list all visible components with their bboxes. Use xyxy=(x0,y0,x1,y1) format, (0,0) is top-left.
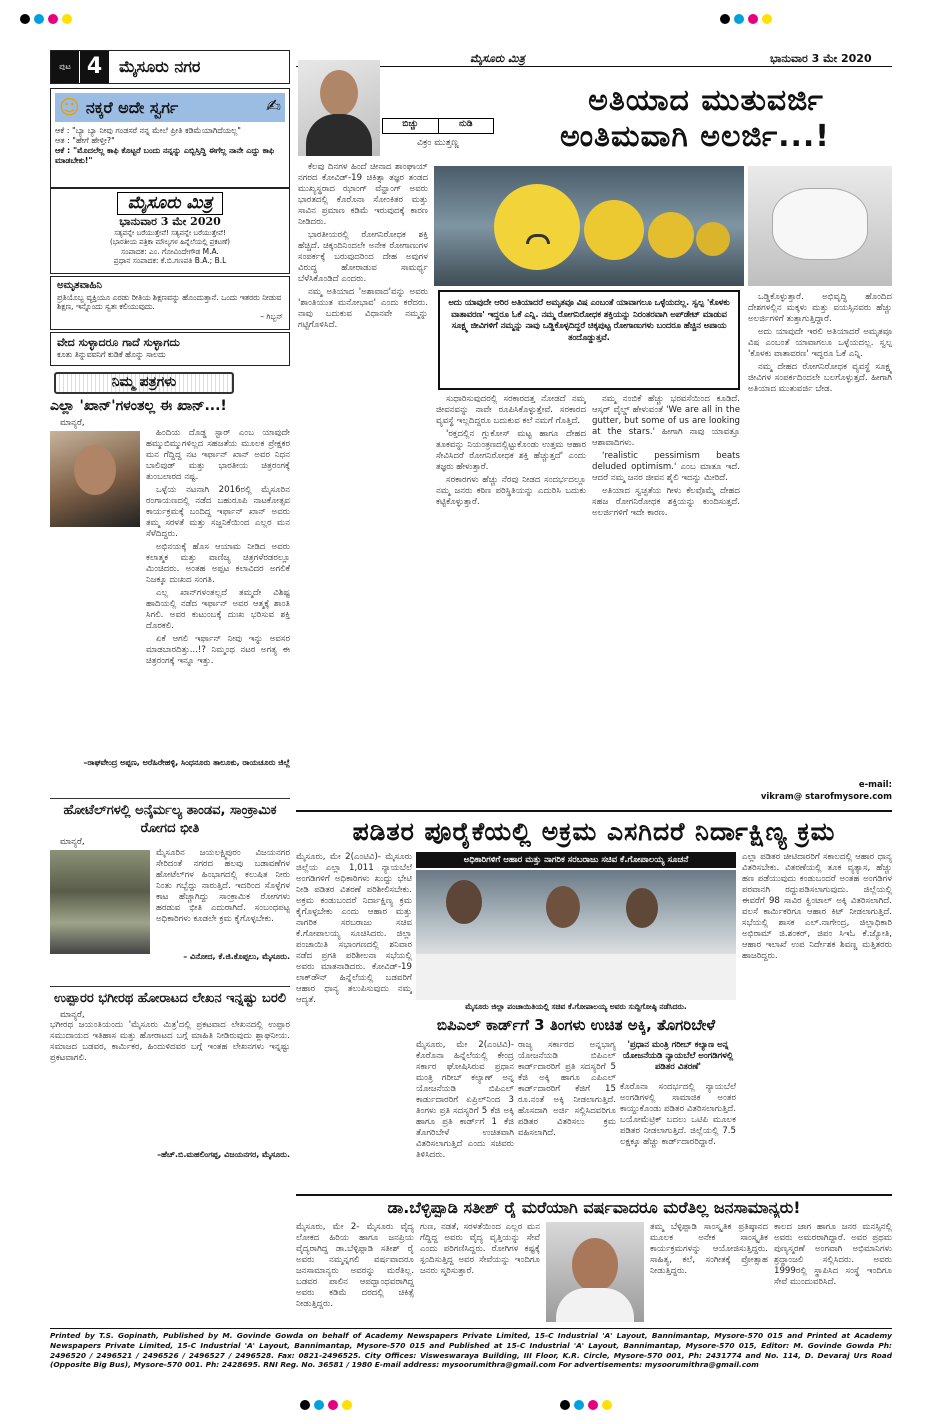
emoji-photo xyxy=(434,166,744,286)
letter-irfan xyxy=(50,398,290,794)
veda-text: ಕೂತು ತಿನ್ನುವವನಿಗೆ ಕುಡಿಕೆ ಹೊನ್ನು ಸಾಲದು xyxy=(57,349,166,359)
humor-box xyxy=(50,88,290,188)
ration-meeting-photo xyxy=(416,870,736,1000)
amrutha-text: ಪ್ರತಿಯೊಬ್ಬ ವ್ಯಕ್ತಿಯೂ ಎರಡು ರೀತಿಯ ಶಿಕ್ಷಣವನ್ನು ಹೊಂದುತ್ತಾನೆ. ಒಂದು ಇತರರು ನೀಡುವ ಶಿಕ್ಷಣ, ಇನ್ನೊಂದು ಸ್ವತಃ ಕಲಿಯುವುದು. xyxy=(57,292,282,312)
bpl-box-title: 'ಪ್ರಧಾನ ಮಂತ್ರಿ ಗರೀಬ್ ಕಲ್ಯಾಣ ಅನ್ನ ಯೋಜನೆಯಡಿ ನ್ಯಾಯಬೆಲೆ ಅಂಗಡಿಗಳಲ್ಲಿ ಪಡಿತರ ವಿತರಣೆ' xyxy=(622,1040,734,1073)
bellippadi-photo xyxy=(546,1222,644,1322)
letters-header xyxy=(54,372,234,394)
letter2-sign: – ವಿನೋದ, ಕೆ.ಜಿ.ಕೊಪ್ಪಲು, ಮೈಸೂರು. xyxy=(183,951,290,961)
bellippadi-col4: ಕಾಲದ ಜಾಗ ಹಾಗೂ ಜನರ ಮನಸ್ಸಿನಲ್ಲಿ ಅವರು ಅಮರರಾಗಿದ್ದಾರೆ. ಅವರ ಪ್ರಥಮ ಪುಣ್ಯಸ್ಮರಣೆ ಅಂಗವಾಗಿ ಅಭಿಮಾನಿಗಳು ಶ್ರದ್ಧಾಂಜಲಿ ಸಲ್ಲಿಸಿದರು. ಅವರು 1999ರಲ್ಲಿ ಸ್ಥಾಪಿಸಿದ ಸಂಸ್ಥೆ ಇಂದಿಗೂ ಸೇವೆ ಮುಂದುವರಿಸಿದೆ. xyxy=(774,1222,892,1287)
bellippadi-col3: ತಮ್ಮ ಬೆಳ್ಳಿಪ್ಪಾಡಿ ಸಾಂಸ್ಕೃತಿಕ ಪ್ರತಿಷ್ಠಾನದ ಮೂಲಕ ಅನೇಕ ಸಾಂಸ್ಕೃತಿಕ ಕಾರ್ಯಕ್ರಮಗಳನ್ನು ಆಯೋಜಿಸುತ್ತಿದ್ದರು. ಸಾಹಿತ್ಯ, ಕಲೆ, ಸಂಗೀತಕ್ಕೆ ಪ್ರೋತ್ಸಾಹ ನೀಡುತ್ತಿದ್ದರು. xyxy=(650,1222,768,1276)
amrutha-title: ಅಮೃತವಾಹಿನಿ xyxy=(57,280,102,291)
letter3-title: ಉಪ್ಪಾರರ ಭಗೀರಥ ಹೋರಾಟದ ಲೇಖನ ಇನ್ನಷ್ಟು ಬರಲಿ xyxy=(54,991,286,1006)
humor-line-2: ಆತ : "ಹೇಗೆ ಹೇಳ್ತೀ?" xyxy=(55,136,115,145)
ration-banner: ಅಧಿಕಾರಿಗಳಿಗೆ ಆಹಾರ ಮತ್ತು ನಾಗರಿಕ ಸರಬರಾಜು ಸಚಿವ ಕೆ.ಗೋಪಾಲಯ್ಯ ಸೂಚನೆ xyxy=(416,852,736,868)
letter1-body: ಹಿಂದಿಯ ದೊಡ್ಡ ಸ್ಟಾರ್ ಎಂಬ ಯಾವುದೇ ಹಮ್ಮುಬಿಮ್ಮುಗಳಿಲ್ಲದ ಸಹಜತೆಯ ಮೂಲಕ ಪ್ರೇಕ್ಷಕರ ಮನ ಗೆದ್ದಿದ್ದ ನಟ ಇರ್ಫಾನ್ ಖಾನ್ ಅವರ ನಿಧನ ಬಾಲಿವುಡ್ ಮತ್ತು ಭಾರತೀಯ ಚಿತ್ರರಂಗಕ್ಕೆ ತುಂಬಲಾರದ ನಷ್ಟ. ಒಳ್ಳೆಯ ನಟನಾಗಿ 2016ರಲ್ಲಿ ಮೈಸೂರಿನ ರಂಗಾಯಣದಲ್ಲಿ ನಡೆದ ಬಹುರೂಪಿ ನಾಟಕೋತ್ಸವ ಕಾರ್ಯಕ್ರಮಕ್ಕೆ ಬಂದಿದ್ದ ಇರ್ಫಾನ್ ಖಾನ್ ಅವರು ತಮ್ಮ ಸರಳತೆ ಮತ್ತು ಸಜ್ಜನಿಕೆಯಿಂದ ಎಲ್ಲರ ಮನ ಸೆಳೆದಿದ್ದರು. ಅಭಿನಯಕ್ಕೆ ಹೊಸ ಆಯಾಮ ನೀಡಿದ ಅವರು ಕಲಾತ್ಮಕ ಮತ್ತು ವಾಣಿಜ್ಯ ಚಿತ್ರಗಳೆರಡರಲ್ಲೂ ಮಿಂಚಿದರು. ಅಂತಹ ಅಪ್ಪಟ ಕಲಾವಿದರ ಅಗಲಿಕೆ ನಿಜಕ್ಕೂ ದುಃಖದ ಸಂಗತಿ. ಎಲ್ಲ ಖಾನ್‌ಗಳಂತಲ್ಲದೆ ತಮ್ಮದೇ ವಿಶಿಷ್ಟ ಹಾದಿಯಲ್ಲಿ ನಡೆದ ಇರ್ಫಾನ್ ಅವರ ಆತ್ಮಕ್ಕೆ ಶಾಂತಿ ಸಿಗಲಿ. ಅವರ ಕುಟುಂಬಕ್ಕೆ ದುಃಖ ಭರಿಸುವ ಶಕ್ತಿ ದೊರಕಲಿ. ಏಕೆ ಆಗಲಿ ಇರ್ಫಾನ್ ನೀವು ಇನ್ನು ಅವಸರ ಮಾಡಬಾರದಿತ್ತು...!? ನಿಮ್ಮಂಥ ನಟರ ಅಗತ್ಯ ಈ ಚಿತ್ರರಂಗಕ್ಕೆ ಇನ್ನೂ ಇತ್ತು. xyxy=(146,428,290,667)
ration-col-left: ಮೈಸೂರು, ಮೇ 2(ಎಂಟಿವಿ)- ಮೈಸೂರು ಜಿಲ್ಲೆಯ ಎಲ್ಲಾ 1,011 ನ್ಯಾಯಬೆಲೆ ಅಂಗಡಿಗಳಿಗೆ ಅಧಿಕಾರಿಗಳು ಖುದ್ದು ಭೇಟಿ ನೀಡಿ ಪಡಿತರ ವಿತರಣೆ ಪರಿಶೀಲಿಸಬೇಕು. ಅಕ್ರಮ ಕಂಡುಬಂದರೆ ನಿರ್ದಾಕ್ಷಿಣ್ಯ ಕ್ರಮ ಕೈಗೊಳ್ಳಬೇಕು ಎಂದು ಆಹಾರ ಮತ್ತು ನಾಗರಿಕ ಸರಬರಾಜು ಸಚಿವ ಕೆ.ಗೋಪಾಲಯ್ಯ ಸೂಚಿಸಿದರು. ಜಿಲ್ಲಾ ಪಂಚಾಯಿತಿ ಸಭಾಂಗಣದಲ್ಲಿ ಶನಿವಾರ ನಡೆದ ಪ್ರಗತಿ ಪರಿಶೀಲನಾ ಸಭೆಯಲ್ಲಿ ಅವರು ಮಾತನಾಡಿದರು. ಕೋವಿಡ್-19 ಲಾಕ್‌ಡೌನ್ ಹಿನ್ನೆಲೆಯಲ್ಲಿ ಬಡವರಿಗೆ ಆಹಾರ ಧಾನ್ಯ ತಲುಪಿಸುವುದು ನಮ್ಮ ಆದ್ಯತೆ. xyxy=(296,852,412,1005)
column-label-1: ಬಿಚ್ಚು xyxy=(382,118,439,134)
ration-col-right: ಎಲ್ಲಾ ಪಡಿತರ ಚೀಟಿದಾರರಿಗೆ ಸಕಾಲದಲ್ಲಿ ಆಹಾರ ಧಾನ್ಯ ವಿತರಿಸಬೇಕು. ವಿತರಣೆಯಲ್ಲಿ ತೂಕ ವ್ಯತ್ಯಾಸ, ಹೆಚ್ಚು ಹಣ ಪಡೆಯುವುದು ಕಂಡುಬಂದರೆ ಅಂತಹ ಅಂಗಡಿಗಳ ಪರವಾನಗಿ ರದ್ದುಪಡಿಸಲಾಗುವುದು. ಜಿಲ್ಲೆಯಲ್ಲಿ ಈವರೆಗೆ 98 ಸಾವಿರ ಕ್ವಿಂಟಾಲ್ ಅಕ್ಕಿ ವಿತರಿಸಲಾಗಿದೆ. ವಲಸೆ ಕಾರ್ಮಿಕರಿಗೂ ಆಹಾರ ಕಿಟ್ ನೀಡಲಾಗುತ್ತಿದೆ. ಸಭೆಯಲ್ಲಿ ಶಾಸಕ ಎಲ್.ನಾಗೇಂದ್ರ, ಜಿಲ್ಲಾಧಿಕಾರಿ ಅಭಿರಾಮ್ ಜಿ.ಶಂಕರ್, ಜಿಪಂ ಸಿಇಓ ಕೆ.ಜ್ಯೋತಿ, ಆಹಾರ ಇಲಾಖೆ ಉಪ ನಿರ್ದೇಶಕ ಶಿವಣ್ಣ ಮತ್ತಿತರರು ಹಾಜರಿದ್ದರು. xyxy=(742,852,892,961)
laughing-face-icon: ☺ xyxy=(59,95,80,119)
main-headline: ಪಡಿತರ ಪೂರೈಕೆಯಲ್ಲಿ ಅಕ್ರಮ ಎಸಗಿದರೆ ನಿರ್ದಾಕ್ಷಿಣ್ಯ ಕ್ರಮ xyxy=(296,810,892,850)
column-col1: ಕೆಲವು ದಿನಗಳ ಹಿಂದೆ ಚೀನಾದ ಶಾಂಘಾಯ್ ನಗರದ ಕೋವಿಡ್-19 ಚಿಕಿತ್ಸಾ ತಜ್ಞರ ತಂಡದ ಮುಖ್ಯಸ್ಥರಾದ ಝಾಂಗ್ ವೆನ್ಹಾಂಗ್ ಅವರು ಭಾರತದಲ್ಲಿ ಕೊರೊನಾ ಸೋಂಕಿತರ ಮತ್ತು ಸಾವಿನ ಪ್ರಮಾಣ ಕಡಿಮೆ ಇರುವುದಕ್ಕೆ ಕಾರಣ ನೀಡಿದರು. ಭಾರತೀಯರಲ್ಲಿ ರೋಗನಿರೋಧಕ ಶಕ್ತಿ ಹೆಚ್ಚಿದೆ. ಚಿಕ್ಕಂದಿನಿಂದಲೇ ಅನೇಕ ರೋಗಾಣುಗಳ ಸಂಪರ್ಕಕ್ಕೆ ಬರುವುದರಿಂದ ದೇಹ ಅವುಗಳ ವಿರುದ್ಧ ಹೋರಾಡುವ ಸಾಮರ್ಥ್ಯ ಬೆಳೆಸಿಕೊಂಡಿದೆ ಎಂದರು. ನಮ್ಮ ಅತಿಯಾದ 'ಅಶಾವಾದ'ವನ್ನು ಅವರು 'ಶಾಂತಿಯುತ ಮನೋಭಾವ' ಎಂದು ಕರೆದರು. ನಾವು ಬದುಕುವ ವಿಧಾನವೇ ನಮ್ಮನ್ನು ಗಟ್ಟಿಗೊಳಿಸಿದೆ. xyxy=(298,162,428,330)
bpl-col3: ಕೊರೊನಾ ಸಂದರ್ಭದಲ್ಲಿ ನ್ಯಾಯಬೆಲೆ ಅಂಗಡಿಗಳಲ್ಲಿ ಸಾಮಾಜಿಕ ಅಂತರ ಕಾಯ್ದುಕೊಂಡು ಪಡಿತರ ವಿತರಿಸಲಾಗುತ್ತಿದೆ. ಬಯೋಮೆಟ್ರಿಕ್ ಬದಲು ಒಟಿಪಿ ಮೂಲಕ ಪಡಿತರ ನೀಡಲಾಗುತ್ತಿದೆ. ಜಿಲ್ಲೆಯಲ್ಲಿ 7.5 ಲಕ್ಷಕ್ಕೂ ಹೆಚ್ಚು ಕಾರ್ಡ್‌ದಾರರಿದ್ದಾರೆ. xyxy=(620,1082,736,1147)
page-number: 4 xyxy=(79,51,109,83)
footer-imprint: Printed by T.S. Gopinath, Published by M. Govinde Gowda on behalf of Academy Newspapers Private Limited, 15-C Industrial 'A' Layout, Bannimantap, Mysore-570 015 and Printed at Academy Newspapers Private Limited, 15-C Industrial 'A' Layout, Bannimantap, Mysore-570 015 and Published at 15-C Industrial 'A' Layout, Bannimantap, Mysore-570 015, Editor: M. Govinde Gowda Ph: 2496520 / 2496521 / 2496526 / 2496527 / 2496528. Fax: 0821-2496525. City Offices: Visweswaraya Building, III Floor, K.R. Circle, Mysore-570 001, Ph: 2431774 and No. 114, D. Devaraj Urs Road (Opposite Big Bus), Mysore-570 001. Ph: 2428695. RNI Reg. No. 36581 / 1980 E-mail address: mysoorumithra@gmail.com For advertisements: mysoorumithra@gmail.com xyxy=(50,1328,892,1390)
bpl-col1: ಮೈಸೂರು, ಮೇ 2(ಎಂಟಿವಿ)- ಕೊರೊನಾ ಹಿನ್ನೆಲೆಯಲ್ಲಿ ಕೇಂದ್ರ ಸರ್ಕಾರ ಘೋಷಿಸಿರುವ ಪ್ರಧಾನ ಮಂತ್ರಿ ಗರೀಬ್ ಕಲ್ಯಾಣ್ ಅನ್ನ ಯೋಜನೆಯಡಿ ಬಿಪಿಎಲ್ ಕಾರ್ಡುದಾರರಿಗೆ ಏಪ್ರಿಲ್‌ನಿಂದ 3 ತಿಂಗಳು ಪ್ರತಿ ಸದಸ್ಯರಿಗೆ 5 ಕೆಜಿ ಅಕ್ಕಿ ಹಾಗೂ ಪ್ರತಿ ಕಾರ್ಡ್‌ಗೆ 1 ಕೆಜಿ ತೊಗರಿಬೇಳೆ ಉಚಿತವಾಗಿ ವಿತರಿಸಲಾಗುತ್ತಿದೆ ಎಂದು ಸಚಿವರು ತಿಳಿಸಿದರು. xyxy=(416,1040,514,1160)
column-col4: ಒಡ್ಡಿಕೊಳ್ಳುತ್ತಾರೆ. ಅಭಿವೃದ್ಧಿ ಹೊಂದಿದ ದೇಶಗಳಲ್ಲಿನ ಮಕ್ಕಳು ಮತ್ತು ವಯಸ್ಸಿನವರು ಹೆಚ್ಚು ಅಲರ್ಜಿಗಳಿಗೆ ತುತ್ತಾಗುತ್ತಿದ್ದಾರೆ. ಅದು ಯಾವುದೇ ಇರಲಿ ಅತಿಯಾದರೆ ಅಮೃತವೂ ವಿಷ ಎಂಬಂತೆ ಯಾವಾಗಲೂ ಒಳ್ಳೆಯದಲ್ಲ. ಸ್ವಲ್ಪ 'ಕೊಳಕು ವಾತಾವರಣ' ಇದ್ದರೂ ಓಕೆ ಎನ್ನಿ. ನಮ್ಮ ದೇಹದ ರೋಗನಿರೋಧಕ ವ್ಯವಸ್ಥೆ ಸೂಕ್ಷ್ಮ ಜೀವಿಗಳ ಸಂಪರ್ಕದಿಂದಲೇ ಬಲಗೊಳ್ಳುತ್ತದೆ. ಹೀಗಾಗಿ ಅತಿಯಾದ ಮುತುವರ್ಜಿ ಬೇಡ. xyxy=(748,292,892,394)
column-email: vikram@ starofmysore.com xyxy=(760,792,892,802)
veda-title: ವೇದ ಸುಳ್ಳಾದರೂ ಗಾದೆ ಸುಳ್ಳಾಗದು xyxy=(57,336,180,349)
humor-line-1: ಆಕೆ : "ಬ್ಯಾ ಬ್ಯಾ ನೀವು ಗಂಡಸರೆ ನನ್ನ ಮೇಲೆ ಪ್ರೀತಿ ಕಡಿಮೆಯಾಗಿದೆಯಲ್ಲ" xyxy=(55,126,241,135)
letter3-sign: –ಹೆಚ್.ಬಿ.ಮಹಲಿಂಗಪ್ಪ, ವಿಜಯನಗರ, ಮೈಸೂರು. xyxy=(157,1150,290,1160)
column-email-label: e-mail: xyxy=(858,780,892,790)
letter2-body: ಮೈಸೂರಿನ ಜಯಲಕ್ಷ್ಮಿಪುರಂ ವಿಜಯನಗರ ಸೇರಿದಂತೆ ನಗರದ ಹಲವು ಬಡಾವಣೆಗಳ ಹೋಟೆಲ್‌ಗಳ ಹಿಂಭಾಗದಲ್ಲಿ ಕಲುಷಿತ ನೀರು ನಿಂತು ಗಬ್ಬೆದ್ದು ನಾರುತ್ತಿದೆ. ಇದರಿಂದ ಸೊಳ್ಳೆಗಳ ಕಾಟ ಹೆಚ್ಚಾಗಿದ್ದು ಸಾಂಕ್ರಾಮಿಕ ರೋಗಗಳು ಹರಡುವ ಭೀತಿ ಎದುರಾಗಿದೆ. ಸಂಬಂಧಪಟ್ಟ ಅಧಿಕಾರಿಗಳು ಕೂಡಲೇ ಕ್ರಮ ಕೈಗೊಳ್ಳಬೇಕು. xyxy=(156,847,290,924)
letter1-salutation: ಮಾನ್ಯರೆ, xyxy=(60,417,85,428)
imprint-line2: (ಭಾರತೀಯ ಪತ್ರಿಕಾ ಮೌಲ್ಯಗಳ ಹಿನ್ನೆಲೆಯಲ್ಲಿ ಪ್ರಕಟಣೆ) xyxy=(110,237,230,246)
drain-photo xyxy=(50,850,150,954)
imprint-date: ಭಾನುವಾರ 3 ಮೇ 2020 xyxy=(119,215,221,229)
column-col2: ಸುಧಾರಿಸುವುದರಲ್ಲಿ ಸರಕಾರದತ್ತ ನೋಡದೆ ನಮ್ಮ ಜೀವನವನ್ನು ನಾವೇ ರೂಪಿಸಿಕೊಳ್ಳುತ್ತೇವೆ. ಸರಕಾರದ ವ್ಯವಸ್ಥೆ ಇಲ್ಲದಿದ್ದರೂ ಬದುಕುವ ಕಲೆ ನಮಗೆ ಗೊತ್ತಿದೆ. 'ರಕ್ತದಲ್ಲಿನ ಗ್ಲುಕೋಸ್ ಮಟ್ಟ ಹಾಗೂ ದೇಹದ ತೂಕವನ್ನು ನಿಯಂತ್ರಣದಲ್ಲಿಟ್ಟುಕೊಂಡು ಉತ್ತಮ ಆಹಾರ ಸೇವಿಸಿದರೆ ರೋಗನಿರೋಧಕ ಶಕ್ತಿ ಹೆಚ್ಚುತ್ತದೆ' ಎಂದು ತಜ್ಞರು ಹೇಳುತ್ತಾರೆ. ಸರಕಾರಗಳು ಹೆಚ್ಚು ನೆರವು ನೀಡದ ಸಂದರ್ಭದಲ್ಲೂ ನಮ್ಮ ಜನರು ಕಠಿಣ ಪರಿಸ್ಥಿತಿಯನ್ನು ಎದುರಿಸಿ ಬದುಕು ಕಟ್ಟಿಕೊಳ್ಳುತ್ತಾರೆ. xyxy=(436,394,586,507)
letter3-salutation: ಮಾನ್ಯರೆ, xyxy=(60,1009,85,1020)
column-col3: ನಮ್ಮ ನಂಬಿಕೆ ಹೆಚ್ಚು ಭರವಸೆಯಿಂದ ಕೂಡಿದೆ. ಆಸ್ಕರ್ ವೈಲ್ಡ್ ಹೇಳುವಂತೆ 'We are all in the gutter, but some of us are looking at the stars.' ಹೀಗಾಗಿ ನಾವು ಯಾವತ್ತೂ ಆಶಾವಾದಿಗಳು. 'realistic pessimism beats deluded optimism.' ಎಂಬ ಮಾತೂ ಇದೆ. ಆದರೆ ನಮ್ಮ ಜನರ ಜೀವನ ಶೈಲಿ ಇದನ್ನು ಮೀರಿದೆ. ಅತಿಯಾದ ಸ್ವಚ್ಛತೆಯ ಗೀಳು ಕೆಲವೊಮ್ಮೆ ದೇಹದ ಸಹಜ ರೋಗನಿರೋಧಕ ಶಕ್ತಿಯನ್ನು ಕುಂದಿಸುತ್ತದೆ. ಅಲರ್ಜಿಗಳಿಗೆ ಇದೇ ಕಾರಣ. xyxy=(592,394,740,518)
irfan-photo xyxy=(50,431,140,527)
amrutha-box xyxy=(50,276,290,330)
paper-name-top: ಮೈಸೂರು ಮಿತ್ರ xyxy=(470,52,525,65)
amrutha-author: – ಗಿಬ್ಬನ್ xyxy=(260,311,283,321)
letter2-salutation: ಮಾನ್ಯರೆ, xyxy=(60,837,85,848)
cartoon-icon: ✍ xyxy=(265,96,281,118)
mask-photo xyxy=(748,166,892,286)
letter-uppara xyxy=(50,986,290,1226)
bellippadi-col1: ಮೈಸೂರು, ಮೇ 2- ಮೈಸೂರು ವೈದ್ಯ ಲೋಕದ ಹಿರಿಯ ಹಾಗೂ ಜನಪ್ರಿಯ ವೈದ್ಯರಾಗಿದ್ದ ಡಾ.ಬೆಳ್ಳಿಪ್ಪಾಡಿ ಸತೀಶ್ ರೈ ಅವರು ನಮ್ಮನ್ನಗಲಿ ವರ್ಷವಾದರೂ ಜನಸಾಮಾನ್ಯರು ಅವರನ್ನು ಮರೆತಿಲ್ಲ. ಬಡವರ ಪಾಲಿನ ಆಪದ್ಬಾಂಧವರಾಗಿದ್ದ ಅವರು ಕಡಿಮೆ ದರದಲ್ಲಿ ಚಿಕಿತ್ಸೆ ನೀಡುತ್ತಿದ್ದರು. xyxy=(296,1222,414,1309)
imprint-line1: ಸತ್ಯವನ್ನೇ ಬರೆಯುತ್ತೇವೆ! ಸತ್ಯವನ್ನೇ ಬರೆಯುತ್ತೇವೆ! xyxy=(114,229,226,237)
top-date: ಭಾನುವಾರ 3 ಮೇ 2020 xyxy=(770,52,872,65)
column-headline-1: ಅತಿಯಾದ ಮುತುವರ್ಜಿ xyxy=(588,83,824,118)
letter1-title: ಎಲ್ಲಾ 'ಖಾನ್'ಗಳಂತಲ್ಲ ಈ ಖಾನ್...! xyxy=(50,398,227,414)
letters-header-label: ನಿಮ್ಮ ಪತ್ರಗಳು xyxy=(111,374,177,391)
column-headline-2: ಅಂತಿಮವಾಗಿ ಅಲರ್ಜಿ...! xyxy=(560,119,830,154)
humor-title: ನಕ್ಕರೆ ಅದೇ ಸ್ವರ್ಗ xyxy=(85,97,179,117)
humor-title-bar xyxy=(55,93,285,122)
bellippadi-col2: ಗುಣ, ನಡತೆ, ಸರಳತೆಯಿಂದ ಎಲ್ಲರ ಮನ ಗೆದ್ದಿದ್ದ ಅವರು ವೈದ್ಯ ವೃತ್ತಿಯನ್ನು ಸೇವೆ ಎಂದು ಪರಿಗಣಿಸಿದ್ದರು. ರೋಗಿಗಳ ಕಷ್ಟಕ್ಕೆ ಸ್ಪಂದಿಸುತ್ತಿದ್ದ ಅವರ ಸೇವೆಯನ್ನು ಇಂದಿಗೂ ಜನರು ಸ್ಮರಿಸುತ್ತಾರೆ. xyxy=(420,1222,540,1276)
letter3-body: ಭಗೀರಥ ಜಯಂತಿಯಂದು 'ಮೈಸೂರು ಮಿತ್ರ'ದಲ್ಲಿ ಪ್ರಕಟವಾದ ಲೇಖನದಲ್ಲಿ ಉಪ್ಪಾರ ಸಮುದಾಯದ ಇತಿಹಾಸ ಮತ್ತು ಹೋರಾಟದ ಬಗ್ಗೆ ಮಾಹಿತಿ ನೀಡಿರುವುದು ಶ್ಲಾಘನೀಯ. ಸಮಾಜದ ಬಡವರ, ಕಾರ್ಮಿಕರ, ಹಿಂದುಳಿದವರ ಬಗ್ಗೆ ಇಂತಹ ಲೇಖನಗಳು ಇನ್ನಷ್ಟು ಪ್ರಕಟವಾಗಲಿ. xyxy=(50,1020,290,1064)
column-author: ವಿಕ್ರಂ ಮುತ್ತಣ್ಣ xyxy=(417,138,459,148)
letter-hotels xyxy=(50,798,290,982)
bpl-headline: ಬಿಪಿಎಲ್ ಕಾರ್ಡ್‌ಗೆ 3 ತಿಂಗಳು ಉಚಿತ ಅಕ್ಕಿ, ತೊಗರಿಬೇಳೆ xyxy=(436,1016,716,1034)
imprint-box xyxy=(50,188,290,274)
columnist-photo xyxy=(298,60,380,156)
letter2-title: ಹೋಟೆಲ್‌ಗಳಲ್ಲಿ ಅನೈರ್ಮಲ್ಯ ತಾಂಡವ, ಸಾಂಕ್ರಾಮಿಕ ರೋಗದ ಭೀತಿ xyxy=(63,803,277,836)
imprint-editor: ಸಂಪಾದಕ: ಎಂ. ಗೋವಿಂದೇಗೌಡ M.A. xyxy=(121,246,219,256)
section-name: ಮೈಸೂರು ನಗರ xyxy=(119,57,201,76)
imprint-publisher: ಪ್ರಧಾನ ಸಂಪಾದಕ: ಕೆ.ಬಿ.ಗಣಪತಿ B.A.; B.L xyxy=(113,255,227,265)
bellippadi-headline: ಡಾ.ಬೆಳ್ಳಿಪ್ಪಾಡಿ ಸತೀಶ್ ರೈ ಮರೆಯಾಗಿ ವರ್ಷವಾದರೂ ಮರೆತಿಲ್ಲ ಜನಸಾಮಾನ್ಯರು! xyxy=(296,1194,892,1218)
column-label xyxy=(382,118,494,134)
humor-line-3: ಆಕೆ : "ಮೊದಲೆಲ್ಲ ಕಾಫಿ ಕೊಟ್ಟರೆ ಬಂದು ನನ್ನನ್ನು ಎಬ್ಬಿಸ್ತಿದ್ದಿ ಈಗೆಲ್ಲ ನಾನೇ ಎದ್ದು ಕಾಫಿ ಮಾಡಬೇಕು!" xyxy=(55,146,275,165)
ration-photo-caption: ಮೈಸೂರು ಜಿಲ್ಲಾ ಪಂಚಾಯಿತಿಯಲ್ಲಿ ಸಚಿವ ಕೆ.ಗೋಪಾಲಯ್ಯ ಅವರು ಸುದ್ದಿಗೋಷ್ಠಿ ನಡೆಸಿದರು. xyxy=(465,1002,687,1011)
veda-box xyxy=(50,332,290,366)
bpl-col2: ರಾಜ್ಯ ಸರ್ಕಾರದ ಅನ್ನಭಾಗ್ಯ ಯೋಜನೆಯಡಿ ಬಿಪಿಎಲ್ ಕಾರ್ಡ್‌ದಾರರಿಗೆ ಪ್ರತಿ ಸದಸ್ಯರಿಗೆ 5 ಕೆಜಿ ಅಕ್ಕಿ ಹಾಗೂ ಎಪಿಎಲ್ ಕಾರ್ಡ್‌ದಾರರಿಗೆ ಕೆಜಿಗೆ 15 ರೂ.ನಂತೆ ಅಕ್ಕಿ ನೀಡಲಾಗುತ್ತಿದೆ. ಹೊಸದಾಗಿ ಅರ್ಜಿ ಸಲ್ಲಿಸಿದವರಿಗೂ ಪಡಿತರ ವಿತರಿಸಲು ಕ್ರಮ ವಹಿಸಲಾಗಿದೆ. xyxy=(518,1040,616,1138)
masthead-rule xyxy=(296,66,892,67)
pull-quote: ಅದು ಯಾವುದೇ ಆರಿರ ಅತಿಯಾದರೆ ಅಮೃತವೂ ವಿಷ ಎಂಬಂತೆ ಯಾವಾಗಲೂ ಒಳ್ಳೆಯದಲ್ಲ. ಸ್ವಲ್ಪ 'ಕೊಳಕು ವಾತಾವರಣ' ಇದ್ದರೂ ಓಕೆ ಎನ್ನಿ. ನಮ್ಮ ರೋಗನಿರೋಧಕ ಶಕ್ತಿಯನ್ನು ನಿರಂತರವಾಗಿ ಅಪ್‌ಡೇಟ್ ಮಾಡುವ ಸೂಕ್ಷ್ಮ ಜೀವಿಗಳಿಗೆ ನಮ್ಮನ್ನು ನಾವು ಒಡ್ಡಿಕೊಳ್ಳದಿದ್ದರೆ ಚಿಕ್ಕಪುಟ್ಟ ರೋಗಾಣುಗಳು ಬಂದರೂ ಹೆಚ್ಚಿನ ಅಪಾಯ ತಂದೊಡ್ಡುತ್ತವೆ. xyxy=(438,290,740,390)
section-header xyxy=(50,50,290,84)
column-label-2: ನುಡಿ xyxy=(439,118,495,134)
page-label: ಪುಟ xyxy=(51,51,79,83)
imprint-logo: ಮೈಸೂರು ಮಿತ್ರ xyxy=(117,192,224,215)
letter1-sign: –ರಾಘವೇಂದ್ರ ಅಪ್ಪಣ, ಅರೆಹಿರೇಹಳ್ಳಿ, ಸಿಂಧನೂರು ತಾಲೂಕು, ರಾಯಚೂರು ಜಿಲ್ಲೆ xyxy=(83,758,290,768)
